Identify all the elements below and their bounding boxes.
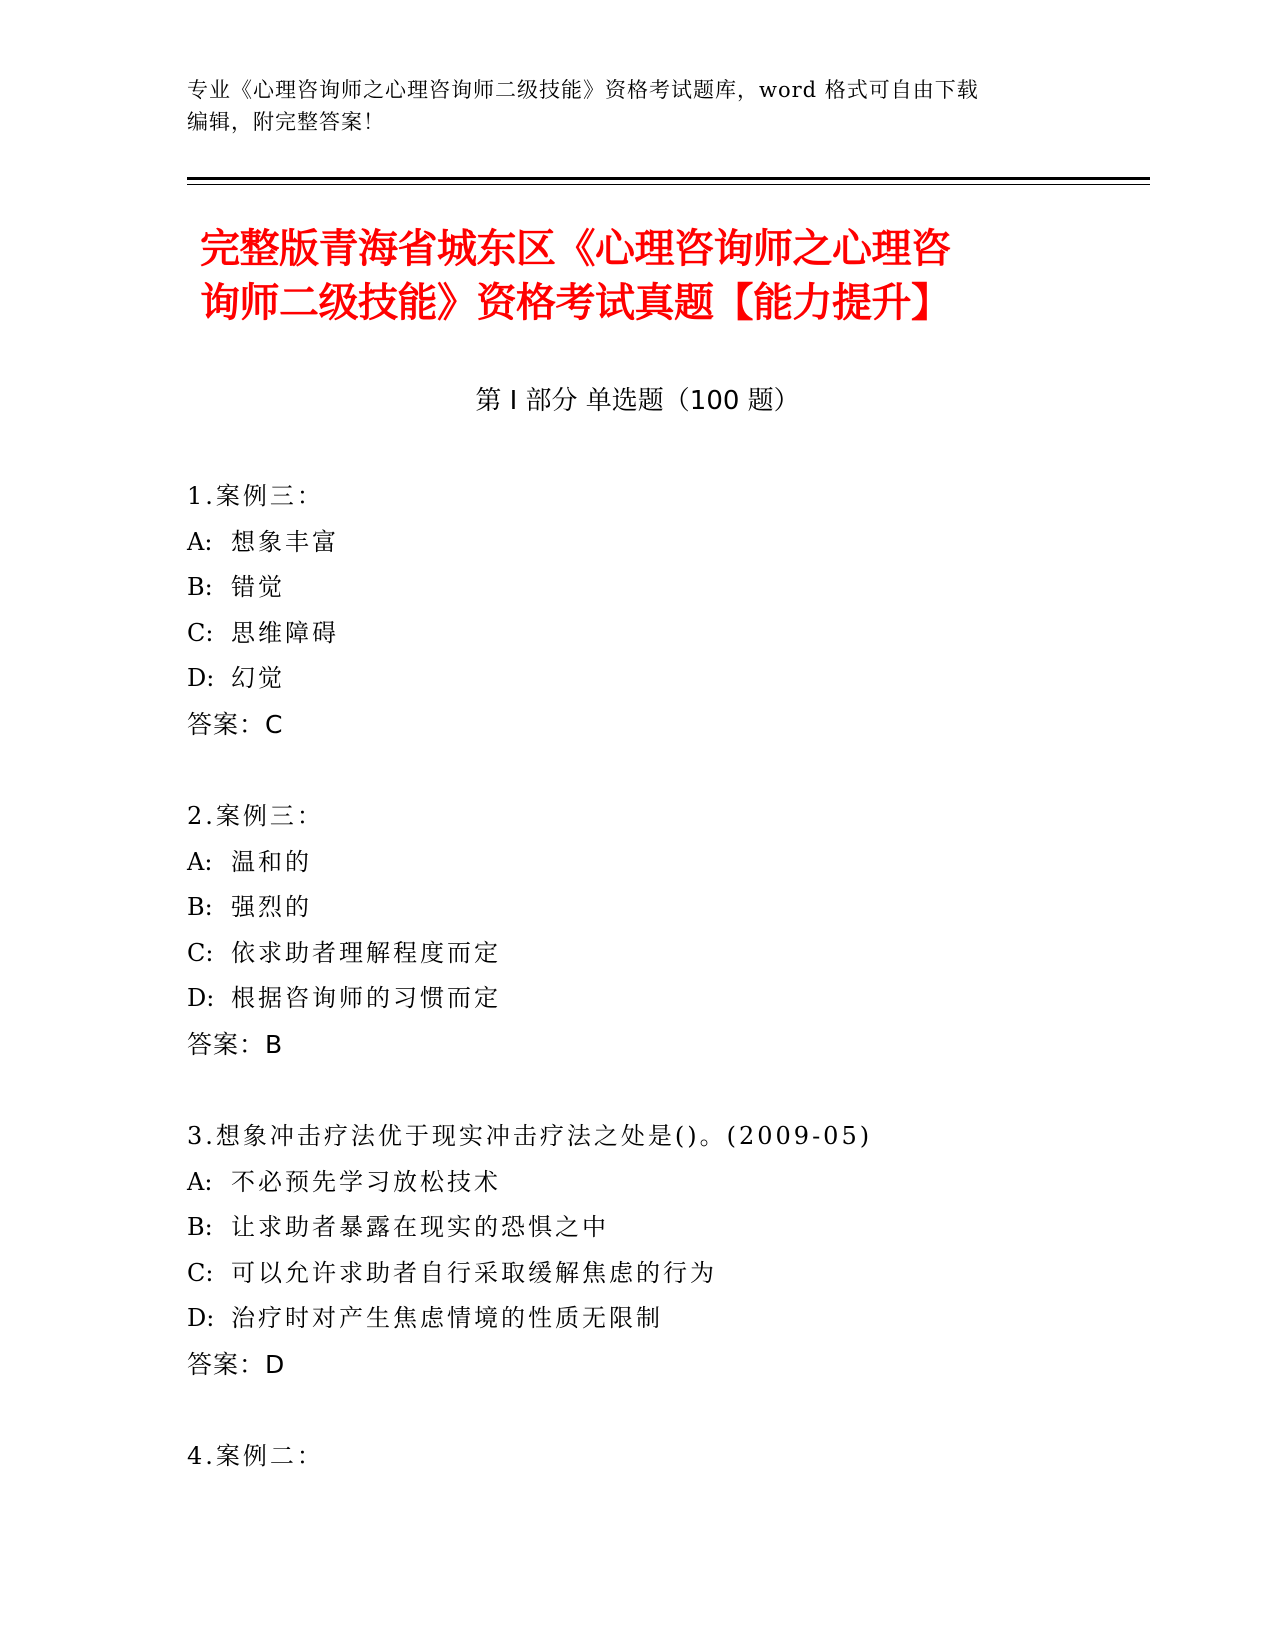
option-text: 想象丰富 xyxy=(231,527,339,556)
option-b xyxy=(187,1205,1147,1251)
option-a xyxy=(187,840,1147,886)
header-rule-thin xyxy=(187,184,1150,185)
option-text: 根据咨询师的习惯而定 xyxy=(231,984,501,1012)
question-stem: 2.案例三： xyxy=(187,802,324,830)
option-text: 让求助者暴露在现实的恐惧之中 xyxy=(231,1213,609,1241)
option-b xyxy=(187,565,1147,611)
question-2 xyxy=(187,794,1147,1067)
option-text: 依求助者理解程度而定 xyxy=(231,938,501,967)
document-title xyxy=(200,222,1100,330)
question-stem: 3.想象冲击疗法优于现实冲击疗法之处是()。(2009-05) xyxy=(187,1122,873,1150)
option-letter: D: xyxy=(187,1304,215,1332)
option-c xyxy=(187,931,1147,977)
document-title-line2: 询师二级技能》资格考试真题【能力提升】 xyxy=(200,280,951,326)
question-list xyxy=(187,474,1147,1527)
option-letter: A: xyxy=(187,527,213,556)
option-text: 幻觉 xyxy=(231,664,285,692)
option-text: 错觉 xyxy=(231,573,285,601)
question-stem: 1.案例三： xyxy=(187,482,324,510)
header-note-line2: 编辑，附完整答案！ xyxy=(187,110,385,134)
option-letter: D: xyxy=(187,984,215,1012)
option-a xyxy=(187,520,1147,566)
option-letter: C: xyxy=(187,618,214,647)
header-rule-thick xyxy=(187,177,1150,180)
section-heading: 第 I 部分 单选题（100 题） xyxy=(475,386,800,416)
answer-line: 答案：B xyxy=(187,1029,284,1059)
option-text: 强烈的 xyxy=(231,893,312,921)
option-a xyxy=(187,1160,1147,1206)
option-c xyxy=(187,611,1147,657)
option-text: 不必预先学习放松技术 xyxy=(231,1167,501,1196)
option-letter: C: xyxy=(187,938,214,967)
option-d xyxy=(187,1296,1147,1342)
answer-line: 答案：D xyxy=(187,1349,286,1379)
option-text: 可以允许求助者自行采取缓解焦虑的行为 xyxy=(231,1258,717,1287)
question-3 xyxy=(187,1114,1147,1387)
question-stem: 4.案例二： xyxy=(187,1442,324,1470)
option-text: 治疗时对产生焦虑情境的性质无限制 xyxy=(231,1304,663,1332)
option-d xyxy=(187,976,1147,1022)
option-text: 温和的 xyxy=(231,847,312,876)
document-title-line1: 完整版青海省城东区《心理咨询师之心理咨 xyxy=(200,226,951,272)
answer-line: 答案：C xyxy=(187,709,284,739)
option-letter: B: xyxy=(187,1213,213,1241)
header-note-line1: 专业《心理咨询师之心理咨询师二级技能》资格考试题库，word 格式可自由下载 xyxy=(187,78,979,102)
option-letter: A: xyxy=(187,847,213,876)
header-note xyxy=(187,74,1087,138)
option-letter: C: xyxy=(187,1258,214,1287)
question-4 xyxy=(187,1434,1147,1480)
option-letter: B: xyxy=(187,893,213,921)
option-text: 思维障碍 xyxy=(231,618,339,647)
option-b xyxy=(187,885,1147,931)
option-letter: A: xyxy=(187,1167,213,1196)
option-letter: B: xyxy=(187,573,213,601)
option-c xyxy=(187,1251,1147,1297)
option-letter: D: xyxy=(187,664,215,692)
question-1 xyxy=(187,474,1147,747)
option-d xyxy=(187,656,1147,702)
